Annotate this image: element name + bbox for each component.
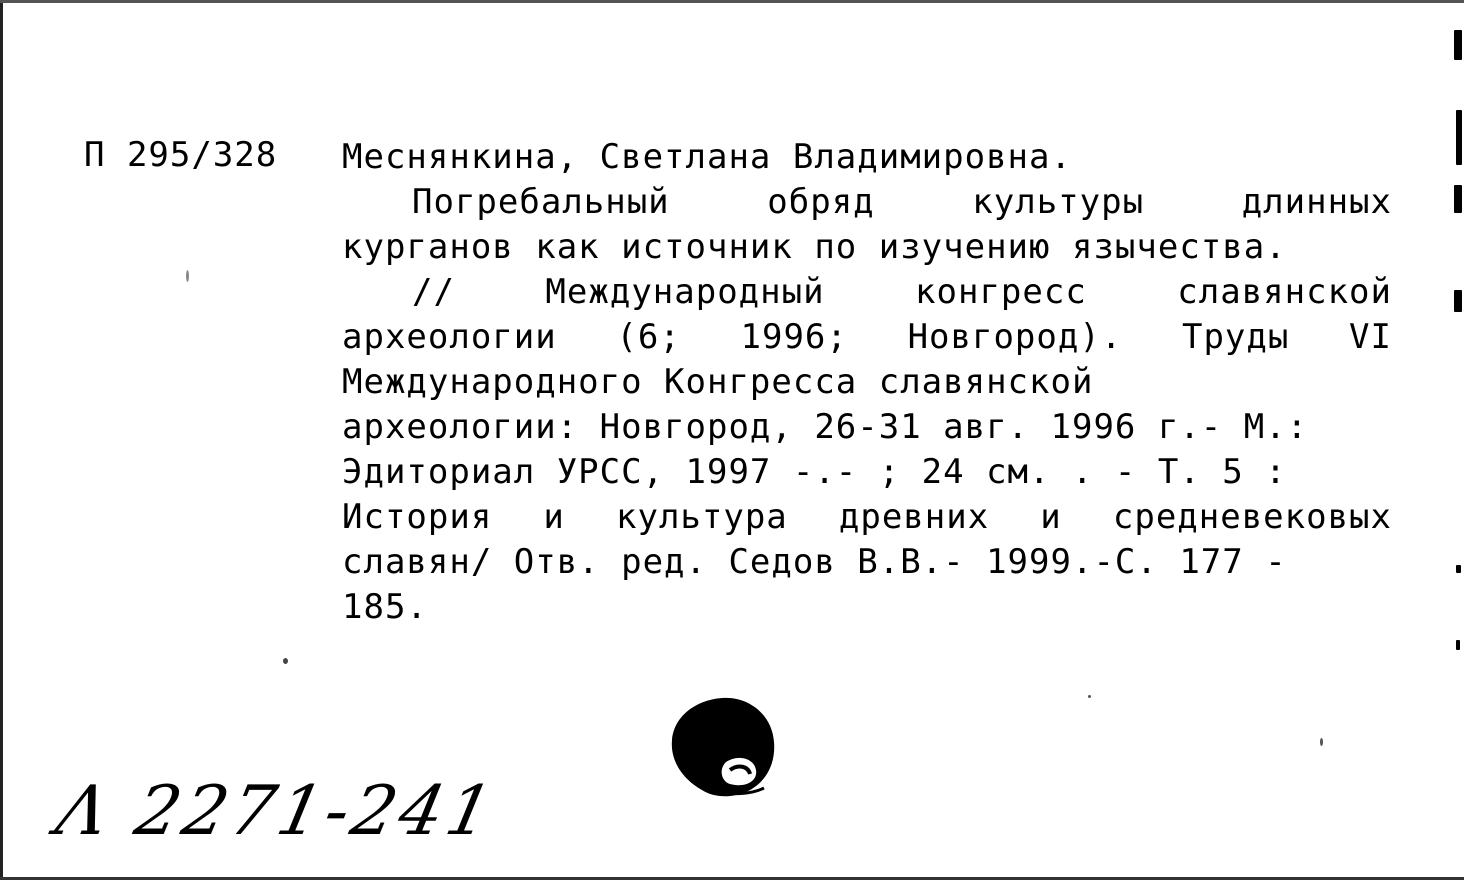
speck <box>186 270 189 282</box>
bibliographic-entry <box>342 135 1392 630</box>
speck <box>1088 695 1091 698</box>
entry-line-source-2: археологии (6; 1996; Новгород). Труды VI <box>342 317 1392 357</box>
entry-line-title-2: курганов как источник по изучению язычества. <box>342 227 1287 267</box>
entry-line-series-1: История и культура древних и средневековых <box>342 497 1392 537</box>
speck <box>1320 738 1323 746</box>
entry-line-pages: 185. <box>342 587 428 627</box>
entry-line-author: Меснянкина, Светлана Владимировна. <box>342 137 1072 177</box>
card-top-edge <box>0 0 1464 3</box>
entry-line-source-3: Международного Конгресса славянской <box>342 362 1094 402</box>
entry-line-imprint-1: археологии: Новгород, 26-31 авг. 1996 г.- М.: <box>342 407 1309 447</box>
shelfmark: П 295/328 <box>84 135 278 175</box>
entry-line-title-1: Погребальный обряд культуры длинных <box>412 182 1392 222</box>
entry-line-series-2: славян/ Отв. ред. Седов В.В.- 1999.-С. 177 - <box>342 542 1287 582</box>
right-edge-marks <box>1450 0 1464 880</box>
entry-line-imprint-2: Эдиториал УРСС, 1997 -.- ; 24 см. . - Т. 5 : <box>342 452 1287 492</box>
entry-line-source-1: // Международный конгресс славянской <box>412 272 1392 312</box>
speck <box>283 658 288 664</box>
card-left-edge <box>0 0 3 880</box>
library-stamp-blot <box>668 692 776 800</box>
handwritten-inventory-number: Λ 2271-241 <box>49 772 503 851</box>
